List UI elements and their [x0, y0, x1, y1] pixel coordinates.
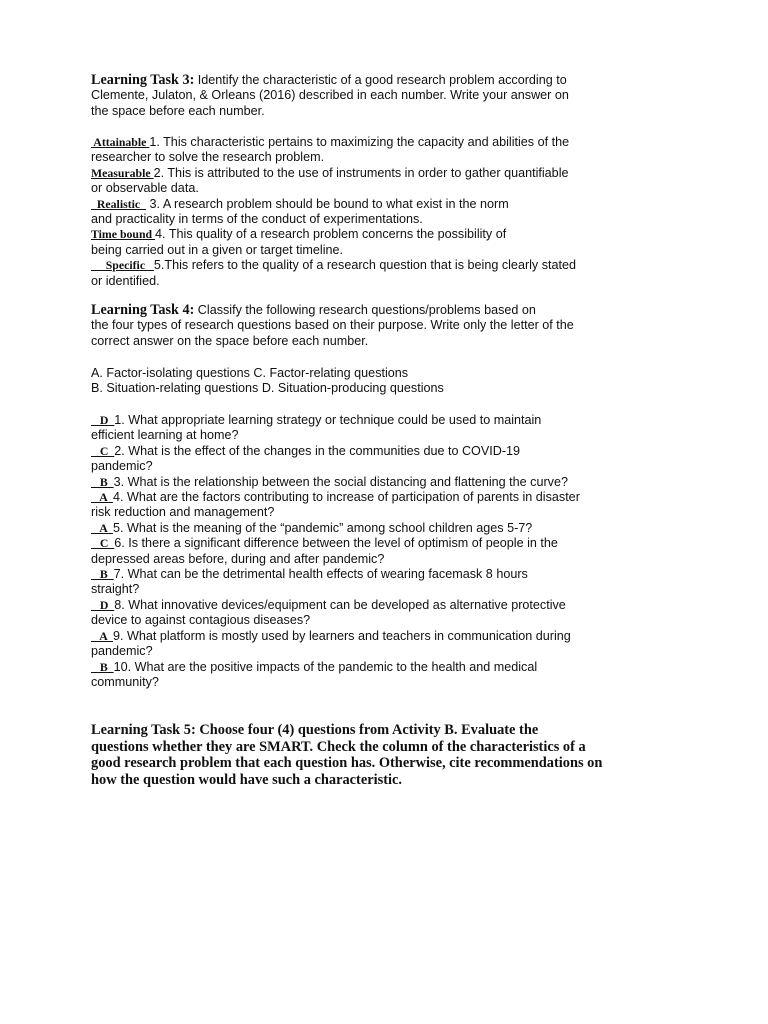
task3-heading: Learning Task 3:	[91, 72, 195, 88]
task5-text-4: how the question would have such a characteristic.	[91, 771, 403, 788]
answer-item-line	[91, 150, 691, 165]
question-text: depressed areas before, during and after pandemic?	[91, 551, 385, 566]
task4-line-1	[91, 303, 691, 318]
question-text: 1. This characteristic pertains to maximizing the capacity and abilities of the	[149, 135, 570, 149]
answer-blank: D	[91, 597, 115, 612]
answer-blank: B	[91, 567, 114, 582]
task3-instructions-1: Identify the characteristic of a good research problem according to	[197, 73, 567, 87]
answer-item	[91, 197, 691, 228]
question-text: 3. What is the relationship between the social distancing and flattening the curve?	[113, 474, 568, 489]
answer-blank: C	[91, 443, 115, 458]
question-text: 9. What platform is mostly used by learners and teachers in communication during	[112, 628, 571, 643]
answer-item	[91, 135, 691, 166]
question-text: straight?	[91, 582, 140, 597]
answer-item-line	[91, 598, 691, 613]
answer-item	[91, 660, 691, 691]
answer-blank: D	[91, 413, 115, 427]
question-text: 2. What is the effect of the changes in the communities due to COVID-19	[114, 443, 521, 458]
answer-item	[91, 258, 691, 289]
question-text: and practicality in terms of the conduct of experimentations.	[91, 212, 423, 227]
answer-item	[91, 413, 691, 444]
question-text: 4. What are the factors contributing to increase of participation of parents in disaster	[112, 490, 580, 505]
question-text: 2. This is attributed to the use of instruments in order to gather quantifiable	[153, 165, 569, 180]
task3-instructions-2: Clemente, Julaton, & Orleans (2016) described in each number. Write your answer on	[91, 88, 569, 103]
answer-item-line	[91, 181, 691, 196]
answer-blank: Measurable	[91, 165, 154, 180]
answer-item-line	[91, 521, 691, 536]
answer-item-line	[91, 675, 691, 690]
task3-items	[91, 135, 691, 289]
question-text: pandemic?	[91, 459, 153, 474]
question-text: 5.This refers to the quality of a research question that is being clearly stated	[153, 258, 577, 273]
answer-item	[91, 598, 691, 629]
question-text: or observable data.	[91, 181, 199, 196]
answer-blank: A	[91, 628, 113, 643]
answer-item-line	[91, 613, 691, 628]
answer-item-line	[91, 197, 691, 212]
answer-blank: Time bound	[91, 227, 156, 242]
task5-heading: Learning Task 5:	[91, 722, 196, 738]
answer-item-line	[91, 258, 691, 273]
task5-text-1: Choose four (4) questions from Activity B. Evaluate the	[199, 722, 539, 738]
question-text: risk reduction and management?	[91, 505, 275, 520]
task4-instructions-3: correct answer on the space before each number.	[91, 333, 369, 348]
task4-option-line-2: B. Situation-relating questions D. Situation-producing questions	[91, 381, 444, 396]
answer-blank: Realistic	[91, 196, 147, 211]
answer-item	[91, 521, 691, 536]
question-text: community?	[91, 674, 159, 689]
answer-item-line	[91, 644, 691, 659]
question-text: device to against contagious diseases?	[91, 613, 311, 628]
task4-items	[91, 413, 691, 690]
answer-blank: C	[91, 536, 115, 551]
answer-item-line	[91, 490, 691, 505]
answer-item-line	[91, 629, 691, 644]
question-text: 10. What are the positive impacts of the pandemic to the health and medical	[113, 659, 538, 674]
answer-blank: Specific	[91, 258, 154, 273]
answer-item	[91, 567, 691, 598]
question-text: 5. What is the meaning of the “pandemic” among school children ages 5-7?	[112, 520, 533, 535]
question-text: being carried out in a given or target timeline.	[91, 242, 344, 257]
question-text: pandemic?	[91, 644, 153, 659]
answer-item-line	[91, 459, 691, 474]
answer-item-line	[91, 536, 691, 551]
question-text: 8. What innovative devices/equipment can be developed as alternative protective	[114, 597, 566, 612]
answer-blank: A	[91, 520, 113, 535]
task3-line-1	[91, 73, 691, 88]
task5-line-1	[91, 722, 711, 739]
answer-blank: Attainable	[91, 135, 150, 149]
task5-text-3: good research problem that each question has. Otherwise, cite recommendations on	[91, 755, 603, 772]
answer-item	[91, 166, 691, 197]
task4-instructions-1: Classify the following research questions/problems based on	[197, 303, 536, 317]
task5-text-2: questions whether they are SMART. Check the column of the characteristics of a	[91, 738, 586, 755]
question-text: researcher to solve the research problem.	[91, 150, 325, 165]
task4-heading: Learning Task 4:	[91, 302, 195, 318]
answer-item-line	[91, 243, 691, 258]
answer-item-line	[91, 660, 691, 675]
answer-item-line	[91, 227, 691, 242]
answer-item-line	[91, 582, 691, 597]
question-text: 1. What appropriate learning strategy or technique could be used to maintain	[114, 413, 542, 427]
answer-item	[91, 629, 691, 660]
answer-blank: B	[91, 659, 114, 674]
answer-blank: B	[91, 474, 114, 489]
task4-instructions-2: the four types of research questions based on their purpose. Write only the letter of the	[91, 318, 574, 333]
question-text: efficient learning at home?	[91, 428, 239, 443]
task5-section	[91, 722, 711, 788]
answer-item-line	[91, 444, 691, 459]
answer-item-line	[91, 212, 691, 227]
answer-item	[91, 227, 691, 258]
task4-section	[91, 303, 691, 349]
answer-item	[91, 444, 691, 475]
answer-item	[91, 536, 691, 567]
question-text: 7. What can be the detrimental health effects of wearing facemask 8 hours	[113, 567, 528, 582]
question-text: or identified.	[91, 273, 160, 288]
answer-item-line	[91, 274, 691, 289]
task3-instructions-3: the space before each number.	[91, 103, 265, 118]
question-text: 4. This quality of a research problem concerns the possibility of	[155, 227, 507, 242]
answer-item	[91, 490, 691, 521]
answer-item-line	[91, 135, 691, 150]
task4-option-line-1: A. Factor-isolating questions C. Factor-relating questions	[91, 366, 409, 380]
answer-item-line	[91, 166, 691, 181]
answer-item-line	[91, 475, 691, 490]
answer-item-line	[91, 413, 691, 428]
answer-blank: A	[91, 490, 113, 505]
task3-section	[91, 73, 691, 119]
answer-item	[91, 475, 691, 490]
answer-item-line	[91, 552, 691, 567]
question-text: 3. A research problem should be bound to what exist in the norm	[146, 196, 509, 211]
answer-item-line	[91, 505, 691, 520]
answer-item-line	[91, 428, 691, 443]
task4-options	[91, 366, 691, 397]
answer-item-line	[91, 567, 691, 582]
question-text: 6. Is there a significant difference between the level of optimism of people in the	[114, 536, 558, 551]
